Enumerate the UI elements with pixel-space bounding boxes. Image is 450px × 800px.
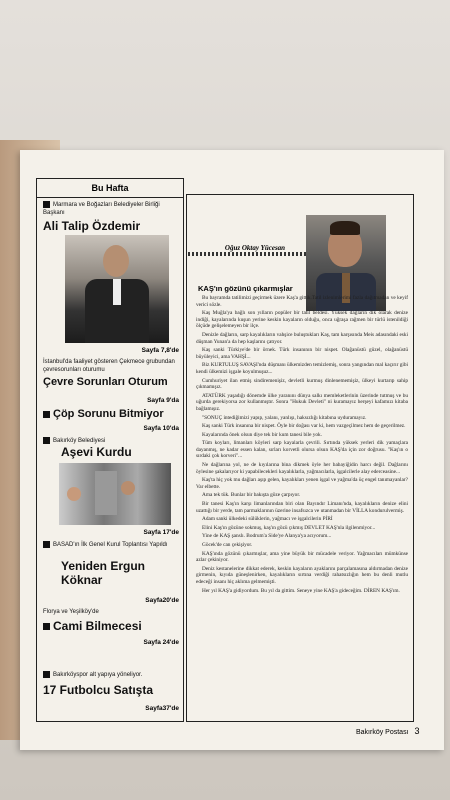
bullet-icon <box>43 411 50 418</box>
pot-stack-shape <box>95 471 117 515</box>
item-headline: Çevre Sorunları Oturum <box>43 376 168 388</box>
face-shape <box>103 245 129 277</box>
item-intro: İstanbul'da faaliyet gösteren Çekmece grubundan çevresorunları oturumu <box>43 359 175 373</box>
page-footer <box>356 726 420 736</box>
article-paragraph: Kayalarında önek olsun diye tek bir kum tanesi bile yok. <box>202 431 323 438</box>
page-ref: Sayfa37'de <box>145 705 179 712</box>
article-paragraph: Kaş sanki Türkiye'de bir örnek. Türk insanının bir nispet. Olağanüstü güzel, olağanüstü büyüleyici, ama VAHŞİ... <box>196 347 408 360</box>
article-paragraph: KAŞ'ında gözünü çıkarmışlar, ama yine büyük bir mücadele veriyor. Yağmacıları mümkünse azlar çekiniyor. <box>196 550 408 564</box>
bullet-icon <box>43 541 50 548</box>
page-number: 3 <box>414 726 420 736</box>
article-paragraph: Kaş sanki Türk insanına bir nispet. Öyle bir doğası var ki, hem vazgeçilmez hem de geçerilmez. <box>202 423 406 430</box>
item-intro: Marmara ve Boğazları Belediyeler Birliği Başkanı <box>43 202 160 216</box>
article-paragraph: Kaş Muğla'ya bağlı son yılların popüler bir tatil beldesi. Yüksek dağların dik olarak denize indiği, kayalarında kuşun yerine keskin kayaların olduğu, onca uğraşa rağmen bir türlü istenildiği ölçüde gelişelemeyen bir ilçe. <box>196 310 408 330</box>
article-paragraph: Kaş'ta hiç yok mu dağları aşıp gelen, kayalıkları yenen işgal ve yağma'da üç engel tanımayanlar? Var elbette. <box>196 477 408 490</box>
item-headline: Aşevi Kurdu <box>61 445 132 459</box>
article-paragraph: Bir tanesi Kaş'ın karşı limanlarından biri olan Bayındır Limanı'nda, kayalıkların denize elini uzattığı bir yerde, tam parmaklarının üzerine insafsızca ve utanmadan bir VİLLA kondurulvermiş. <box>196 501 408 514</box>
article-paragraph: ATATÜRK yaşadığı dönemde ülke yaranını dünya salkı memleketlerinin üzerinde tutmuş ve bu uğurda gerekiyorsa zor kullanmıştır. Sonra "Hukuk Devleti" ni kuramayız herşeyi kafamızı kitaba bağlamışız. <box>196 392 408 412</box>
contents-sidebar <box>36 178 184 722</box>
article-paragraph: Yine de KAŞ şanslı. Bodrum'a Side'ye Alanya'ya acıyorum... <box>202 533 332 540</box>
article-title: KAŞ'ın gözünü çıkarmışlar <box>198 284 293 293</box>
item-headline: Cami Bilmecesi <box>43 619 179 633</box>
article-paragraph: "SONUÇ intediğimizi yapıp, yalanı, yanlışı, haksızlığı kitabına uyduramayız. <box>202 414 367 421</box>
item-intro: Florya ve Yeşilköy'de <box>43 609 99 615</box>
sidebar-heading: Bu Hafta <box>37 179 183 198</box>
item-headline: Çöp Sorunu Bitmiyor <box>43 407 179 421</box>
page-ref: Sayfa 7,8'de <box>141 347 179 354</box>
hair-shape <box>330 221 360 235</box>
shirt-shape <box>113 279 121 305</box>
child-face-shape <box>67 487 81 501</box>
publication-name: Bakırköy Postası <box>356 729 409 736</box>
bullet-icon <box>43 623 50 630</box>
article-paragraph: Cumhuriyet ilan etmiş sindiremenişiz, devletli kurmuş dinlenememişiz, ülkeyi kurtarıp sahip çıkmamışız. <box>196 377 408 391</box>
article-paragraph: Tüm koyları, limanları köyleri sarp kayalarla çevrili. Sırtında yüksek yerleri dik yamaçlara dayanmış, ne kadar essen kalan, sırları korvetli olursa olsun KAŞ'da için zor doğrusu. "Kaş'ın o sırdaki çok korveri"... <box>196 440 408 460</box>
article-paragraph: Her yıl KAŞ'a gidiyordum. Bu yıl da gittim. Seneye yine KAŞ'a gideceğim. DİREN KAŞ'ım. <box>202 587 400 594</box>
item-intro: BASAD'ın İlk Genel Kurul Toplantısı Yapıldı <box>43 541 179 550</box>
article-paragraph: Ne dağlarına yol, ne de kıyılarına bina dikmek öyle her babayiğidin harcı değil. Dağlarını öylesine şakalarıyor ki yapabilecekleri kayalıklarla, yağmacılarla, işgalcilerle alay ederceasine... <box>196 462 408 475</box>
article-paragraph: Deniz kestanelerine dikkat ederek, keskin kayaların ayaklarını parçalamasına aldırmadan denize girmenin, kıyıda güneşlenirken, kayalıkların sırtına verdiği rahatsızlığın hem bu denli mutlu edeceği insanı hiç aklıma gelmemişti. <box>196 565 408 585</box>
article-paragraph: Denizle dağların, sarp kayalıkların vahşice buluştukları Kaş, tam karşısında Meis adasındaki eski düşman Yunan'a da hep kaşlarını çatıyor. <box>196 331 408 345</box>
item-headline: Yeniden Ergun Köknar <box>61 559 146 587</box>
portrait-photo <box>65 235 169 343</box>
article-paragraph: Göcek'de can çekişiyor. <box>202 542 253 548</box>
article-author: Oğuz Oktay Yücesan <box>224 244 286 252</box>
page-ref: Sayfa 10'da <box>143 425 179 432</box>
page-ref: Sayfa 24'de <box>143 639 179 646</box>
bullet-icon <box>43 437 50 444</box>
item-intro: Bakırköy Belediyesi <box>43 437 179 446</box>
article-paragraph: Adam sanki ülkedeki sülüklerin, yağmacı ve işgalcilerin PİRİ <box>202 516 333 523</box>
article-paragraph: Bu bayramda tatilimizi geçirmek üzere Kaş'a gittik.Tatil izlenimlerimi fazla dağıtmadan ve keyif verici sözle. <box>196 295 408 308</box>
header-rule <box>188 252 308 256</box>
page-ref: Sayfa 17'de <box>143 529 179 536</box>
page-ref: Sayfa20'de <box>145 597 179 604</box>
article-paragraph: Biz KURTULUŞ SAVAŞI'nda düşmanı ülkemizden temizlemiş, sonra yangından mal kaçırır gibi kendi ülkemizi işgale koyulmuşuz... <box>196 362 408 375</box>
item-headline: Ali Talip Özdemir <box>43 219 141 233</box>
article-paragraph: Elini Kaş'ın gözüne sokmuş, kaş'ın gözü çıkmış DEVLET KAŞ'nla ilgilenmiyor... <box>202 524 376 531</box>
soup-kitchen-photo <box>59 463 171 525</box>
article-body <box>196 295 408 720</box>
item-intro: Bakırköyspor alt yapıya yöneliyor. <box>43 671 179 680</box>
child-face-shape <box>121 481 135 495</box>
article-paragraph: Ama tek tük. Bunlar bir bakışta göze çarpıyor. <box>202 492 301 499</box>
item-headline: 17 Futbolcu Satışta <box>43 683 154 697</box>
bullet-icon <box>43 671 50 678</box>
bullet-icon <box>43 201 50 208</box>
page-ref: Sayfa 9'da <box>147 397 179 404</box>
